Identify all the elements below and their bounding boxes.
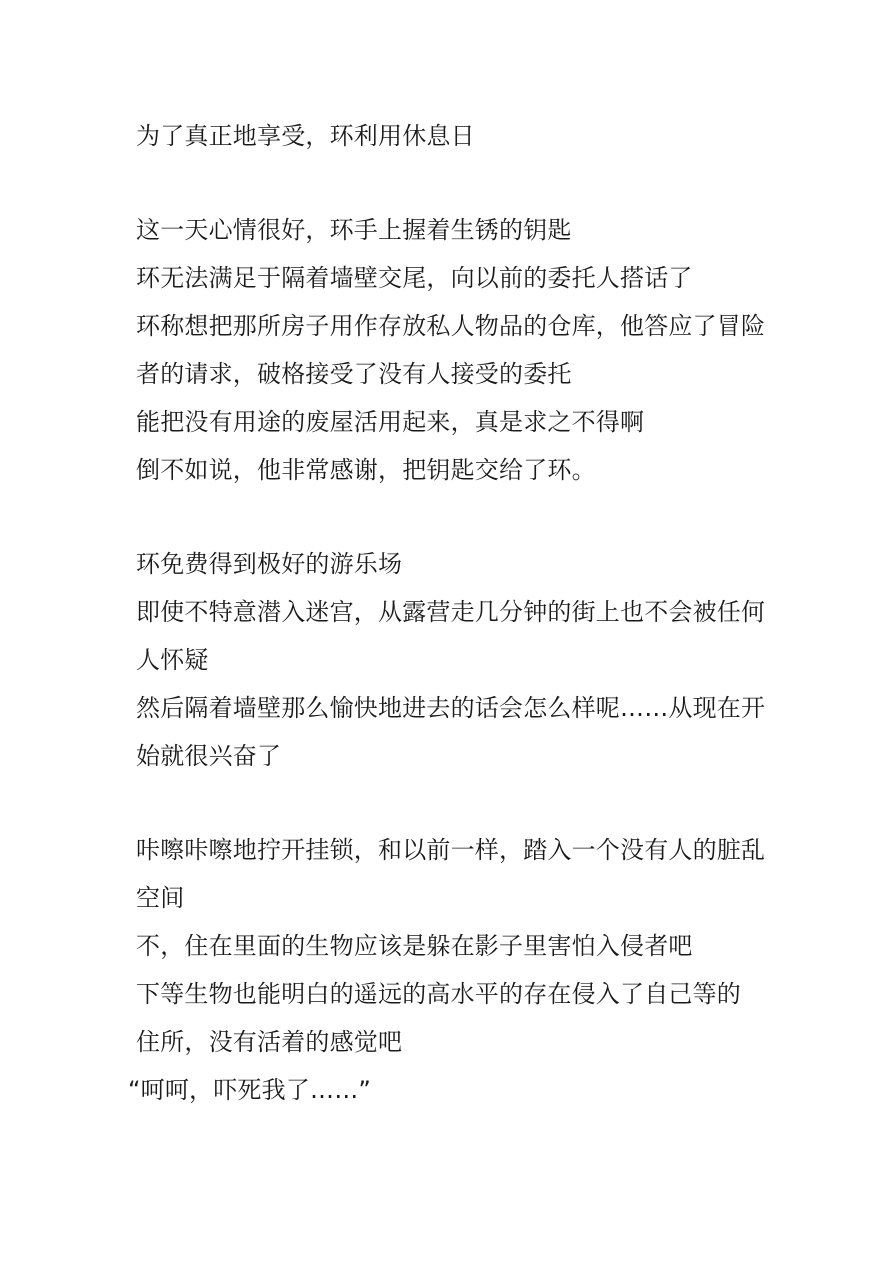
- text-line: 住所，没有活着的感觉吧: [136, 1028, 403, 1056]
- text-line: 能把没有用途的废屋活用起来，真是求之不得啊: [136, 408, 645, 436]
- text-line: 人怀疑: [136, 646, 209, 674]
- paragraph-2: [136, 206, 766, 494]
- text-line: 然后隔着墙壁那么愉快地进去的话会怎么样呢……从现在开: [136, 694, 766, 722]
- text-line: 环无法满足于隔着墙壁交尾，向以前的委托人搭话了: [136, 264, 693, 292]
- text-line: 空间: [136, 884, 185, 912]
- text-line: 这一天心情很好，环手上握着生锈的钥匙: [136, 216, 572, 244]
- text-line: 始就很兴奋了: [136, 742, 282, 770]
- text-line: 环免费得到极好的游乐场: [136, 550, 403, 578]
- text-line: 倒不如说，他非常感谢，把钥匙交给了环。: [136, 456, 596, 484]
- paragraph-gap: [136, 160, 766, 206]
- paragraph-4: [128, 826, 766, 1114]
- dialogue-line: “呵呵，吓死我了……”: [128, 1076, 372, 1104]
- text-line: 者的请求，破格接受了没有人接受的委托: [136, 360, 572, 388]
- text-line: 咔嚓咔嚓地拧开挂锁，和以前一样，踏入一个没有人的脏乱: [136, 836, 766, 864]
- text-line: 即使不特意潜入迷宫，从露营走几分钟的街上也不会被任何: [136, 598, 766, 626]
- paragraph-gap: [136, 494, 766, 540]
- paragraph-gap: [136, 780, 766, 826]
- text-line: 环称想把那所房子用作存放私人物品的仓库，他答应了冒险: [136, 312, 766, 340]
- text-line: 不，住在里面的生物应该是躲在影子里害怕入侵者吧: [136, 932, 693, 960]
- text-line: 为了真正地享受，环利用休息日: [136, 122, 475, 150]
- paragraph-3: [136, 540, 766, 780]
- paragraph-1: [136, 112, 766, 160]
- story-text: [128, 112, 766, 1114]
- text-line: 下等生物也能明白的遥远的高水平的存在侵入了自己等的: [136, 980, 741, 1008]
